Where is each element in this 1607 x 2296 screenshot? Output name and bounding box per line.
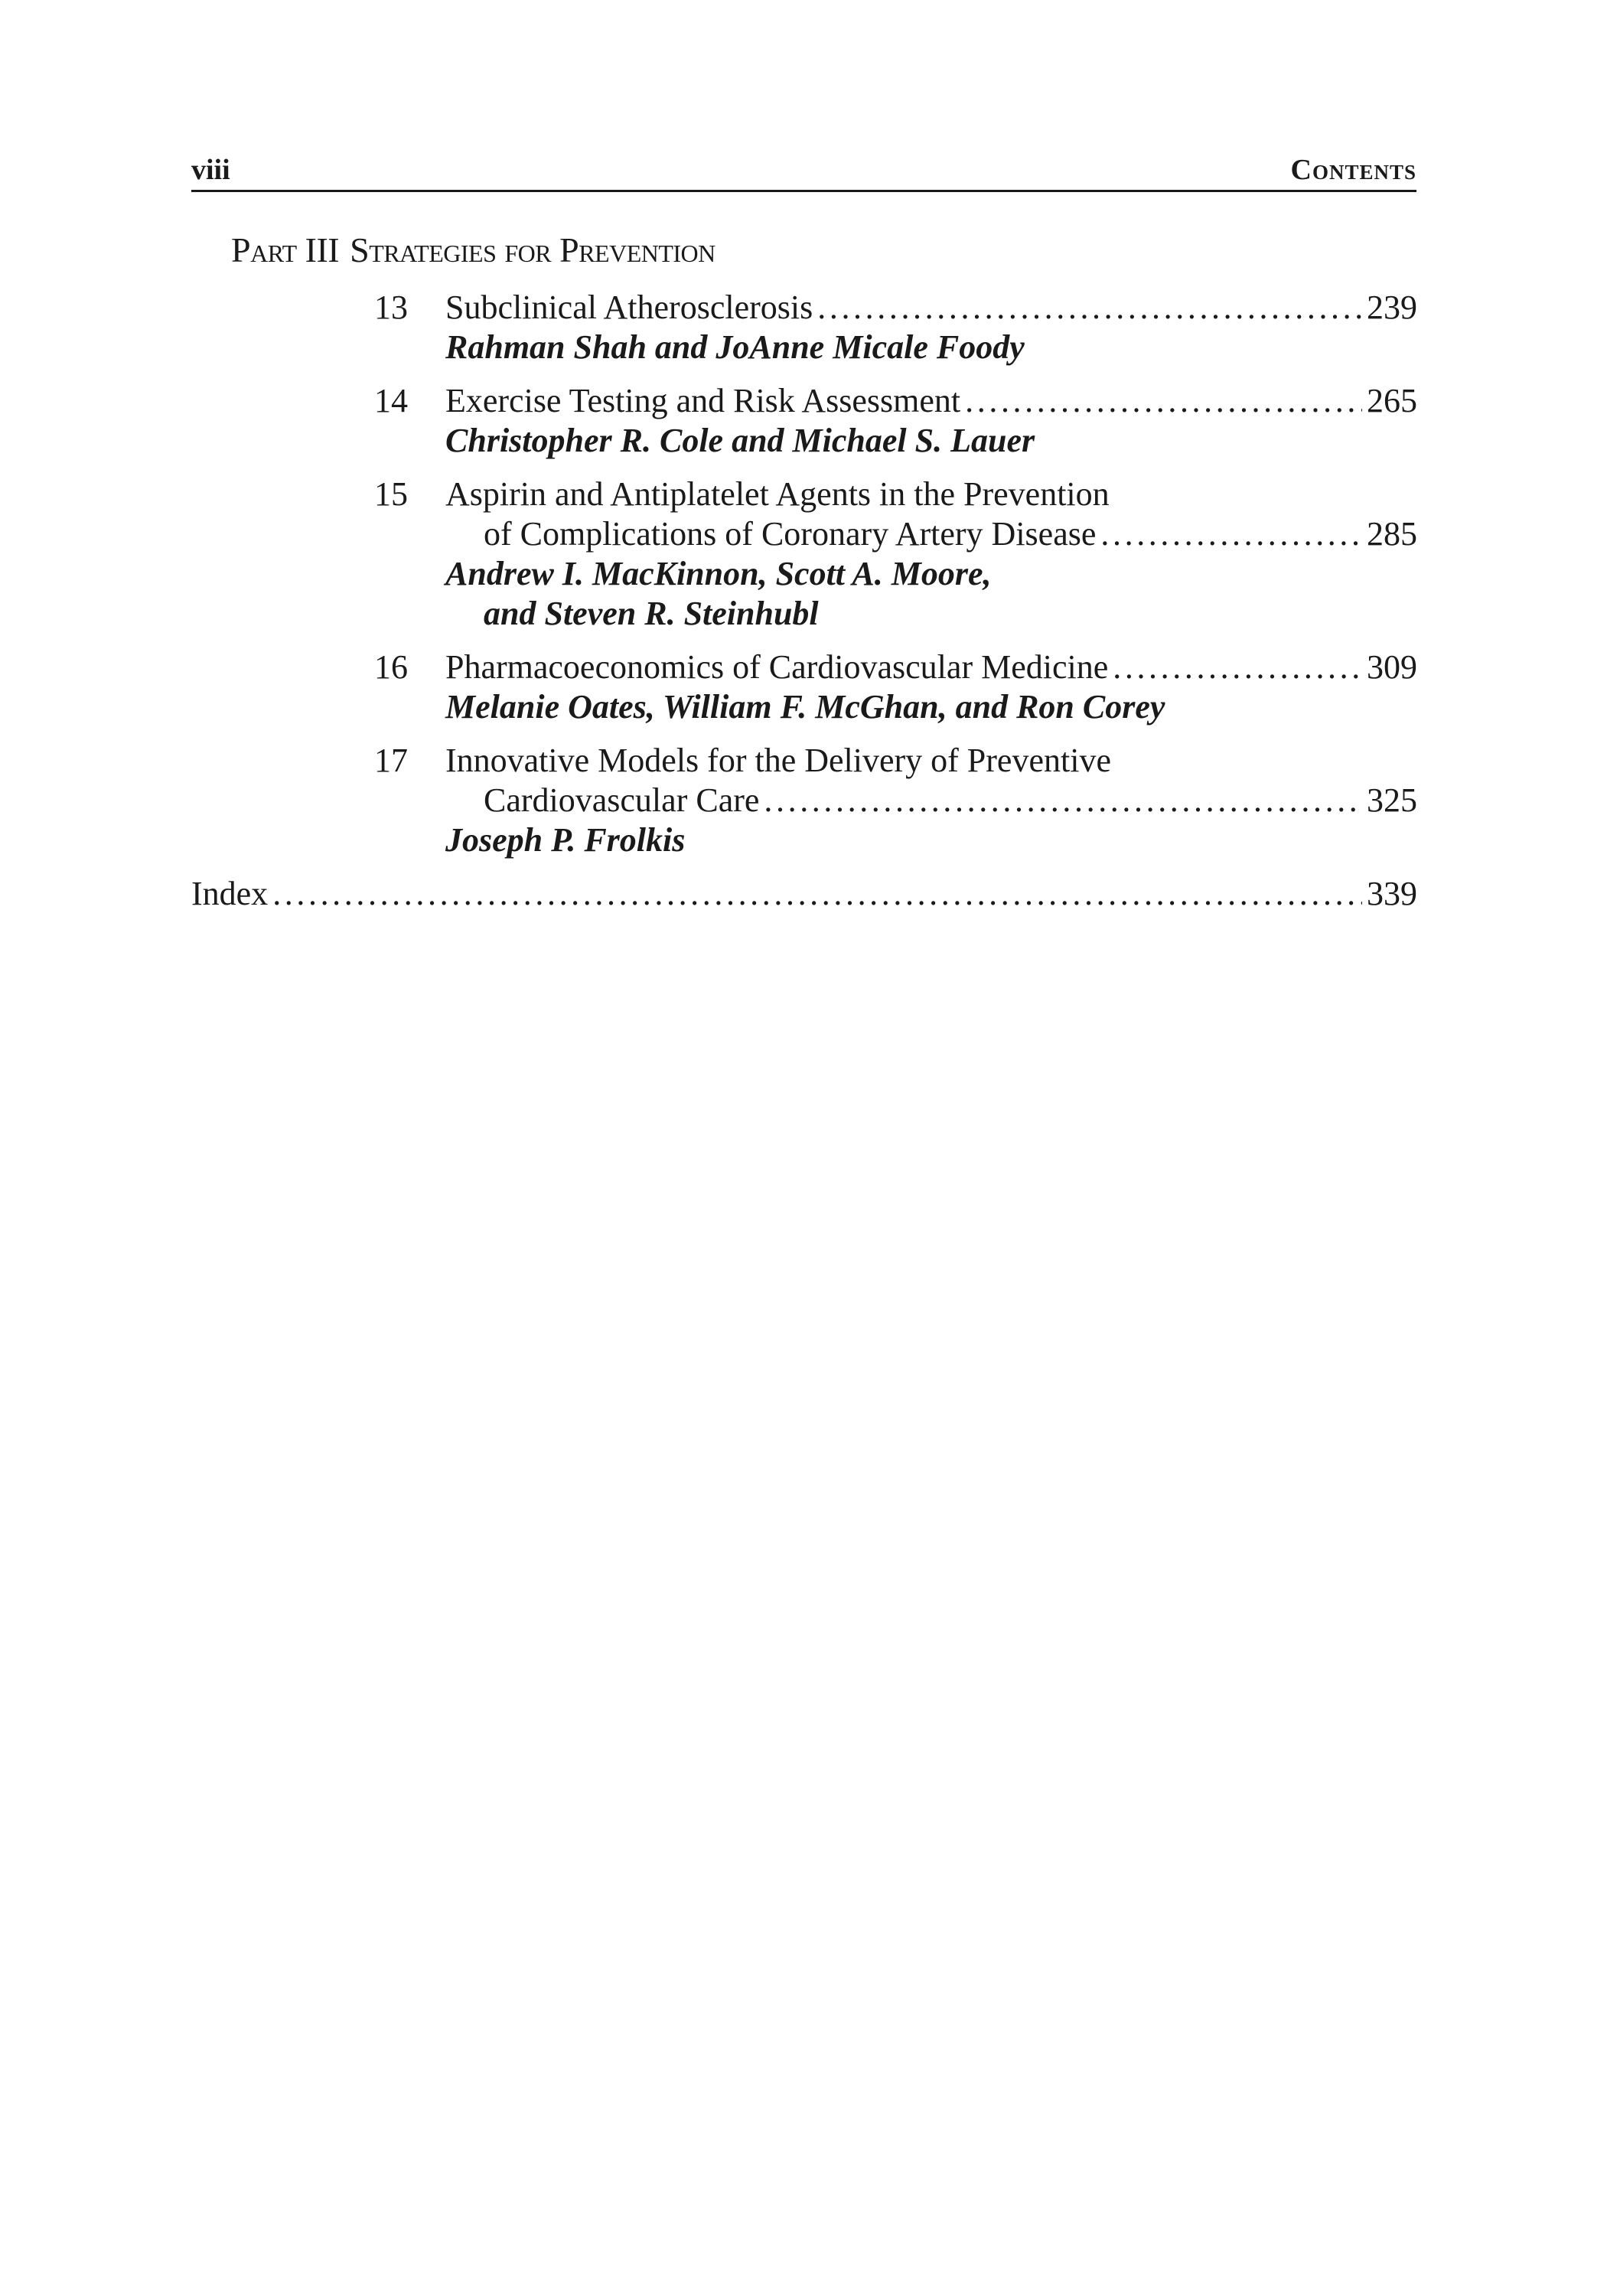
running-title: Contents (1290, 154, 1416, 186)
chapter-title: Pharmacoeconomics of Cardiovascular Medicine (445, 648, 1109, 686)
part-number: Part III (231, 230, 340, 269)
chapter-authors: Joseph P. Frolkis (445, 821, 686, 859)
dot-leader (764, 781, 1362, 820)
chapter-number: 16 (374, 648, 408, 686)
chapter-title-row[interactable] (445, 647, 1417, 687)
chapter-authors: Andrew I. MacKinnon, Scott A. Moore, (445, 555, 992, 592)
dot-leader (965, 381, 1362, 421)
chapter-number: 15 (374, 475, 408, 513)
chapter-page-number: 265 (1367, 382, 1417, 419)
dot-leader (817, 288, 1362, 328)
chapter-page-number: 325 (1367, 781, 1417, 819)
part-heading (231, 230, 715, 270)
chapter-title: Exercise Testing and Risk Assessment (445, 382, 961, 419)
chapter-page-number: 285 (1367, 515, 1417, 553)
index-row[interactable] (191, 874, 1417, 914)
chapter-title-row[interactable] (445, 288, 1417, 328)
chapter-page-number: 239 (1367, 289, 1417, 326)
part-title: Strategies for Prevention (350, 230, 715, 269)
chapter-number: 17 (374, 742, 408, 779)
index-label: Index (191, 875, 269, 912)
index-page-number: 339 (1367, 875, 1417, 912)
chapter-title: Innovative Models for the Delivery of Preventive (445, 742, 1111, 779)
chapter-title-continued: of Complications of Coronary Artery Disease (484, 515, 1097, 553)
chapter-title-row[interactable] (484, 781, 1417, 820)
chapter-title-continued: Cardiovascular Care (484, 781, 760, 819)
chapter-page-number: 309 (1367, 648, 1417, 686)
chapter-number: 13 (374, 289, 408, 326)
dot-leader (1113, 647, 1362, 687)
chapter-title: Subclinical Atherosclerosis (445, 289, 813, 326)
chapter-authors: Rahman Shah and JoAnne Micale Foody (445, 328, 1025, 366)
chapter-title: Aspirin and Antiplatelet Agents in the Prevention (445, 475, 1110, 513)
chapter-number: 14 (374, 382, 408, 419)
chapter-authors-continued: and Steven R. Steinhubl (484, 595, 819, 632)
chapter-title-row[interactable] (445, 381, 1417, 421)
chapter-title-row[interactable] (484, 514, 1417, 554)
page-number: viii (191, 154, 230, 186)
chapter-authors: Melanie Oates, William F. McGhan, and Ron Corey (445, 688, 1165, 726)
dot-leader (1100, 514, 1362, 554)
running-header (191, 147, 1416, 192)
chapter-authors: Christopher R. Cole and Michael S. Lauer (445, 422, 1035, 459)
dot-leader (272, 874, 1362, 914)
